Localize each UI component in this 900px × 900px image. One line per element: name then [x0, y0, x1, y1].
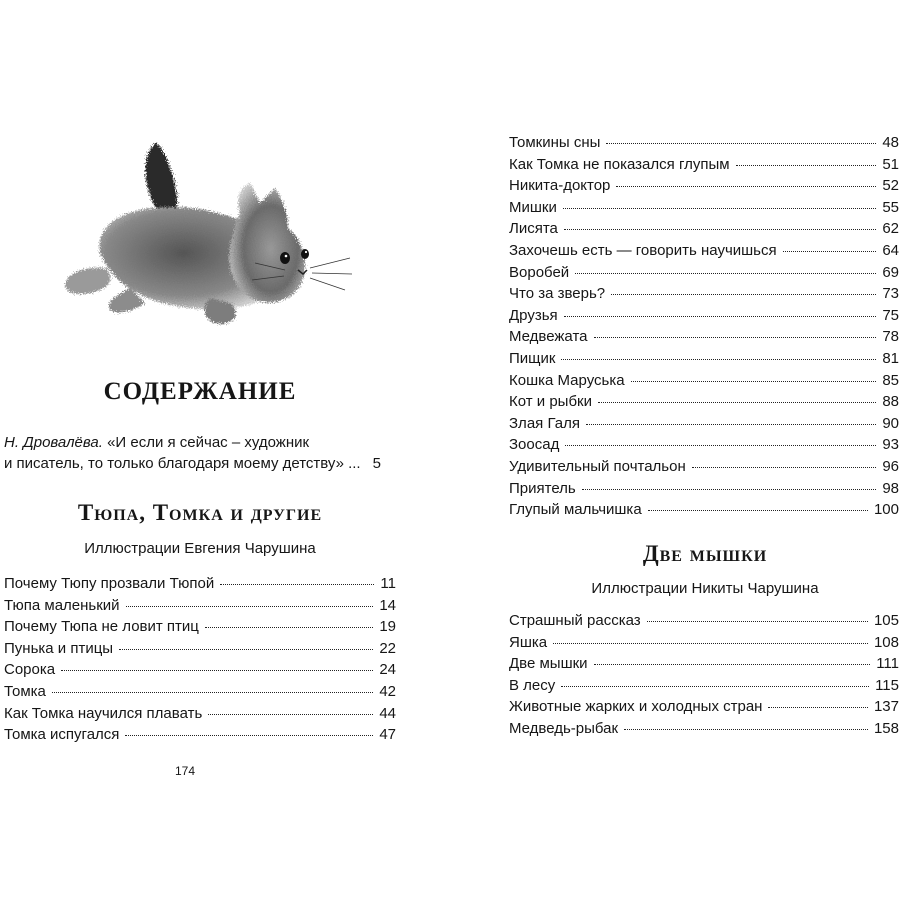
- entry-page-number: 55: [882, 198, 899, 216]
- dot-leader: [598, 402, 876, 403]
- intro-line-1: [4, 432, 396, 453]
- entry-title: Почему Тюпу прозвали Тюпой: [4, 575, 215, 592]
- entry-title: Что за зверь?: [509, 285, 606, 303]
- entry-page-number: 22: [379, 639, 396, 657]
- entry-title: Никита-доктор: [509, 177, 611, 195]
- entry-title: Лисята: [509, 220, 558, 238]
- dot-leader: [648, 510, 868, 511]
- entry-title: Сорока: [4, 661, 56, 679]
- toc-entry: [509, 285, 899, 307]
- toc-entry: [509, 350, 899, 372]
- section-title-two-mice: Две мышки: [642, 541, 768, 566]
- dot-leader: [119, 649, 373, 650]
- intro-title-part-2: и писатель, то только благодаря моему детству» ...: [4, 455, 361, 472]
- entry-title: Пищик: [509, 349, 556, 367]
- entry-title: Друзья: [509, 306, 558, 324]
- dot-leader: [647, 621, 868, 622]
- dot-leader: [631, 381, 877, 382]
- toc-entry: [509, 328, 899, 350]
- kitten-illustration: [60, 118, 360, 350]
- dot-leader: [208, 714, 373, 715]
- entry-page-number: 137: [873, 698, 899, 716]
- entry-page-number: 100: [873, 501, 899, 519]
- entry-page-number: 75: [882, 306, 899, 324]
- entry-title: Кот и рыбки: [509, 393, 592, 411]
- toc-entry: [509, 134, 899, 156]
- toc-entry: [509, 220, 899, 242]
- toc-entry: [509, 372, 899, 394]
- entry-page-number: 78: [882, 328, 899, 346]
- toc-entry: [509, 677, 899, 699]
- intro-line-2: [4, 453, 396, 474]
- dot-leader: [594, 337, 877, 338]
- toc-entry: [509, 307, 899, 329]
- entry-page-number: 158: [873, 719, 899, 737]
- dot-leader: [205, 627, 373, 628]
- toc-entry: [4, 575, 396, 597]
- entry-page-number: 51: [882, 155, 899, 173]
- dot-leader: [582, 489, 877, 490]
- dot-leader: [125, 735, 373, 736]
- toc-entry: [509, 199, 899, 221]
- entry-page-number: 14: [379, 596, 396, 614]
- dot-leader: [561, 359, 876, 360]
- dot-leader: [575, 273, 876, 274]
- toc-entry: [509, 156, 899, 178]
- entry-page-number: 96: [882, 457, 899, 475]
- entry-page-number: 90: [882, 414, 899, 432]
- toc-entry: [509, 242, 899, 264]
- dot-leader: [553, 643, 868, 644]
- entry-page-number: 111: [876, 655, 899, 673]
- toc-entry: [509, 612, 899, 634]
- toc-entry: [509, 480, 899, 502]
- entry-page-number: 108: [873, 633, 899, 651]
- toc-entry: [509, 501, 899, 523]
- dot-leader: [768, 707, 868, 708]
- dot-leader: [61, 670, 373, 671]
- toc-entry: [509, 458, 899, 480]
- section-subtitle-tyupa: Иллюстрации Евгения Чарушина: [84, 540, 316, 557]
- entry-title: Яшка: [509, 633, 548, 651]
- toc-list-left: [4, 575, 396, 748]
- toc-entry: [4, 726, 396, 748]
- entry-title: Страшный рассказ: [509, 612, 641, 629]
- entry-page-number: 19: [379, 618, 396, 636]
- dot-leader: [736, 165, 877, 166]
- dot-leader: [563, 208, 876, 209]
- entry-title: Томка: [4, 682, 46, 700]
- toc-entry: [4, 618, 396, 640]
- entry-page-number: 73: [882, 285, 899, 303]
- intro-author: Н. Дровалёва.: [4, 434, 103, 451]
- right-page: [450, 0, 900, 900]
- entry-title: Две мышки: [509, 655, 588, 673]
- entry-page-number: 88: [882, 393, 899, 411]
- toc-list-two-mice: [509, 612, 899, 742]
- intro-page-number: 5: [372, 455, 381, 472]
- dot-leader: [564, 229, 876, 230]
- dot-leader: [594, 664, 871, 665]
- dot-leader: [624, 729, 868, 730]
- toc-entry: [509, 264, 899, 286]
- entry-title: Медвежата: [509, 328, 588, 346]
- entry-page-number: 69: [882, 263, 899, 281]
- dot-leader: [565, 445, 876, 446]
- entry-title: Томка испугался: [4, 726, 120, 744]
- toc-entry: [509, 393, 899, 415]
- entry-title: Как Томка не показался глупым: [509, 155, 730, 173]
- entry-title: Томкины сны: [509, 134, 601, 151]
- entry-page-number: 52: [882, 177, 899, 195]
- dot-leader: [586, 424, 876, 425]
- entry-title: Медведь-рыбак: [509, 719, 619, 737]
- entry-title: Как Томка научился плавать: [4, 704, 203, 722]
- dot-leader: [561, 686, 869, 687]
- dot-leader: [564, 316, 877, 317]
- entry-page-number: 64: [882, 241, 899, 259]
- dot-leader: [616, 186, 876, 187]
- entry-page-number: 44: [379, 704, 396, 722]
- dot-leader: [783, 251, 877, 252]
- toc-entry: [509, 720, 899, 742]
- toc-entry: [4, 640, 396, 662]
- toc-entry: [509, 698, 899, 720]
- dot-leader: [611, 294, 876, 295]
- toc-entry: [4, 597, 396, 619]
- entry-page-number: 48: [882, 134, 899, 151]
- dot-leader: [692, 467, 877, 468]
- dot-leader: [220, 584, 374, 585]
- toc-entry: [509, 436, 899, 458]
- entry-page-number: 98: [882, 479, 899, 497]
- intro-title-part-1: «И если я сейчас – художник: [107, 434, 310, 451]
- entry-page-number: 93: [882, 436, 899, 454]
- entry-title: Захочешь есть — говорить научишься: [509, 241, 777, 259]
- dot-leader: [126, 606, 374, 607]
- entry-title: Удивительный почтальон: [509, 457, 686, 475]
- entry-page-number: 42: [379, 682, 396, 700]
- entry-title: Зоосад: [509, 436, 560, 454]
- entry-title: Глупый мальчишка: [509, 501, 642, 519]
- entry-title: Животные жарких и холодных стран: [509, 698, 763, 716]
- entry-page-number: 85: [882, 371, 899, 389]
- entry-title: Злая Галя: [509, 414, 580, 432]
- toc-entry: [4, 661, 396, 683]
- page-number: 174: [175, 764, 196, 778]
- toc-entry: [4, 683, 396, 705]
- dot-leader: [52, 692, 373, 693]
- entry-title: Пунька и птицы: [4, 639, 114, 657]
- entry-title: Кошка Маруська: [509, 371, 625, 389]
- entry-page-number: 24: [379, 661, 396, 679]
- entry-page-number: 105: [873, 612, 899, 629]
- entry-title: Тюпа маленький: [4, 596, 120, 614]
- entry-page-number: 11: [380, 575, 396, 592]
- entry-title: Мишки: [509, 198, 557, 216]
- toc-entry: [509, 415, 899, 437]
- entry-title: Почему Тюпа не ловит птиц: [4, 618, 199, 636]
- toc-entry: [4, 705, 396, 727]
- dot-leader: [606, 143, 876, 144]
- entry-page-number: 81: [882, 349, 899, 367]
- toc-entry: [509, 177, 899, 199]
- contents-title: СОДЕРЖАНИЕ: [103, 378, 297, 405]
- entry-title: Воробей: [509, 263, 570, 281]
- entry-page-number: 115: [875, 676, 899, 694]
- entry-title: В лесу: [509, 676, 556, 694]
- toc-entry: [509, 655, 899, 677]
- section-subtitle-two-mice: Иллюстрации Никиты Чарушина: [591, 580, 819, 597]
- toc-entry: [509, 634, 899, 656]
- section-title-tyupa: Тюпа, Томка и другие: [77, 500, 323, 525]
- entry-page-number: 47: [379, 726, 396, 744]
- toc-list-right: [509, 134, 899, 523]
- entry-page-number: 62: [882, 220, 899, 238]
- entry-title: Приятель: [509, 479, 576, 497]
- intro-entry: [4, 432, 396, 474]
